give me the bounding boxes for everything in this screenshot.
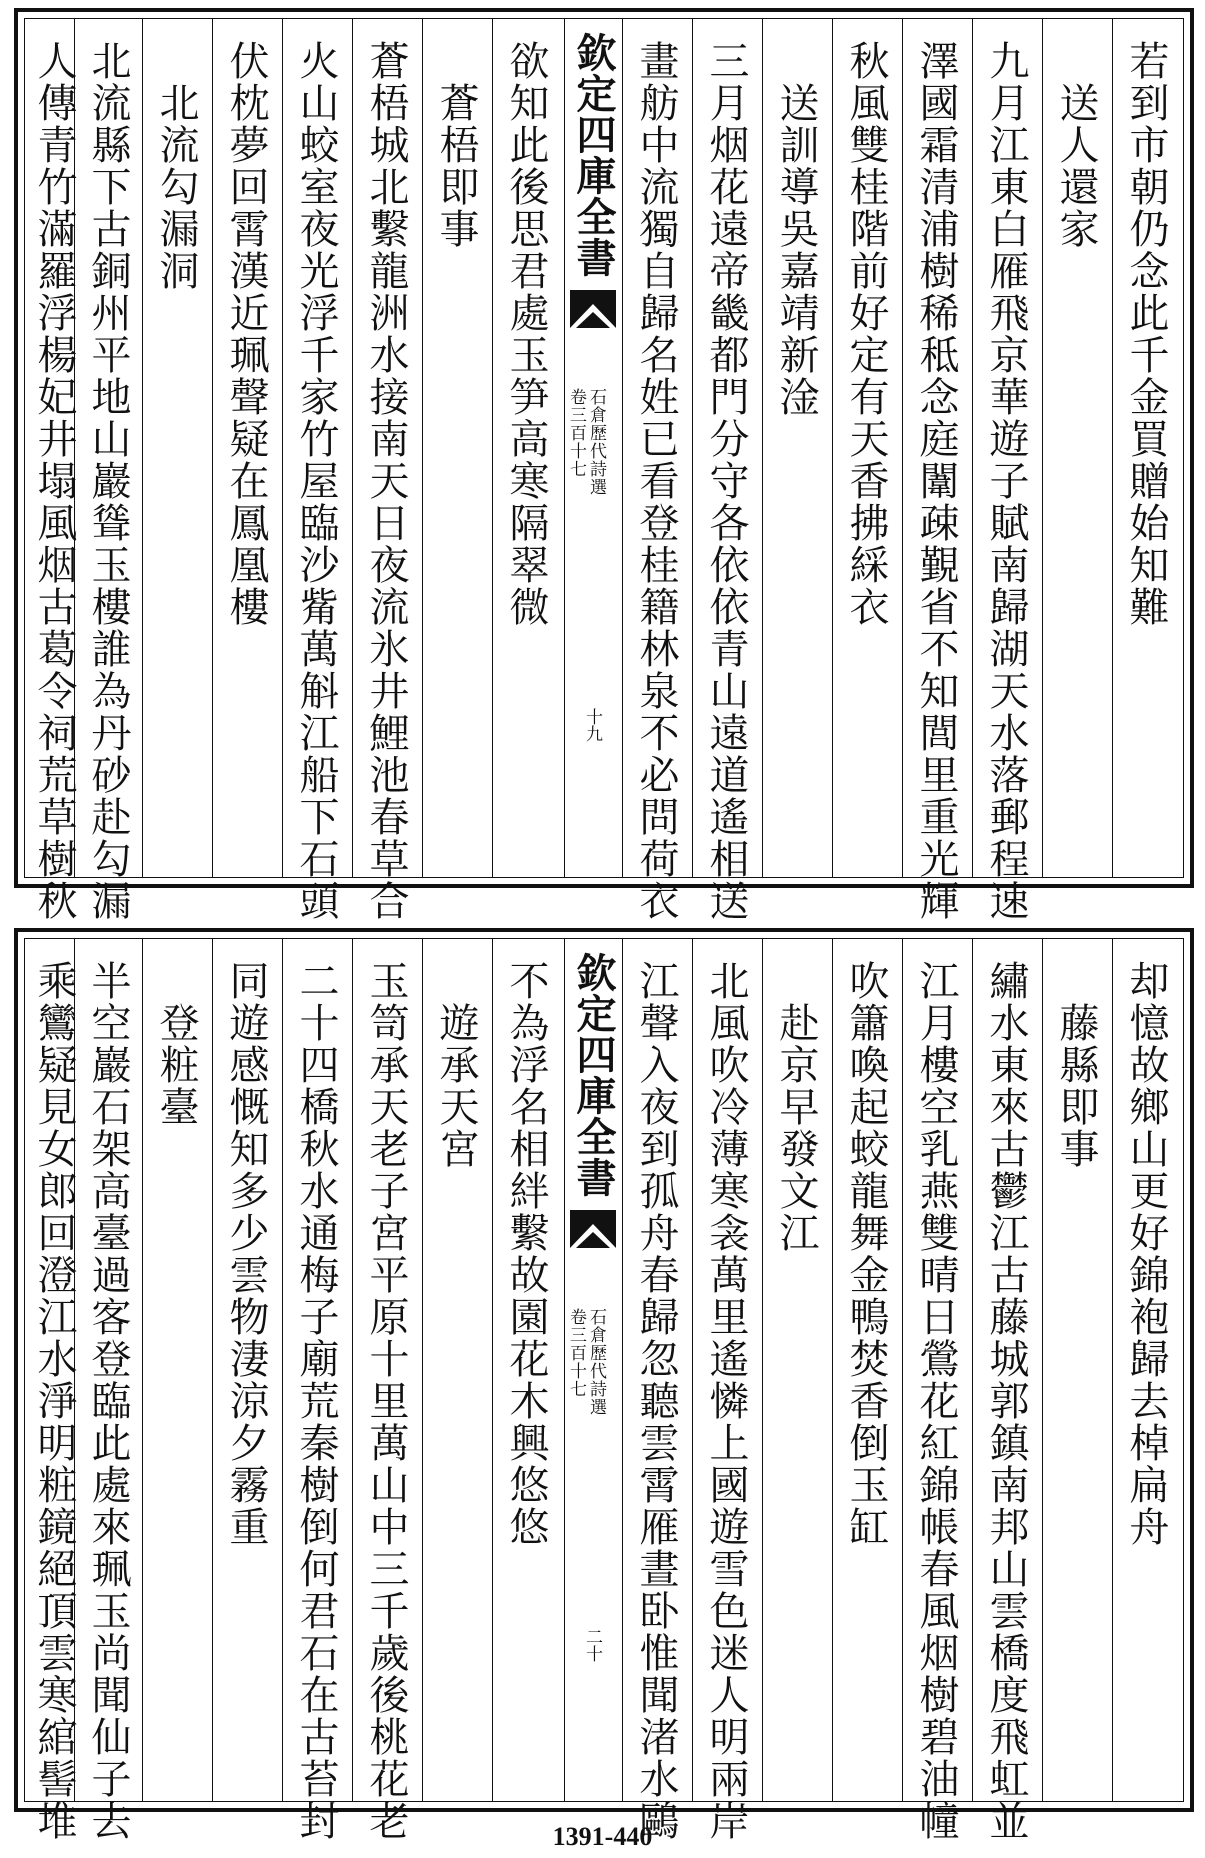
column-rule bbox=[142, 18, 143, 878]
text-column bbox=[834, 938, 898, 1802]
text-column bbox=[10, 18, 77, 922]
text-area bbox=[24, 18, 1184, 922]
top-page bbox=[0, 0, 1205, 922]
text-column bbox=[1114, 18, 1178, 878]
column-text: 吹簫喚起蛟龍舞金鴨焚香倒玉缸 bbox=[843, 960, 889, 1548]
column-text: 三月烟花遠帝畿都門分守各依依青山遠道遙相送 bbox=[703, 40, 749, 922]
column-rule bbox=[1112, 18, 1113, 878]
text-column bbox=[10, 938, 77, 1842]
text-column bbox=[694, 938, 758, 1842]
text-column bbox=[904, 938, 968, 1842]
column-rule bbox=[902, 938, 903, 1802]
column-text: 蒼梧城北繫龍洲水接南天日夜流氷井鯉池春草合 bbox=[363, 40, 409, 922]
column-text: 遊承天宮 bbox=[433, 960, 479, 1170]
text-column bbox=[834, 18, 898, 878]
band-source: 石倉歷代詩選 bbox=[586, 1308, 606, 1416]
column-text: 北風吹冷薄寒衾萬里遙憐上國遊雪色迷人明兩岸 bbox=[703, 960, 749, 1842]
center-band bbox=[566, 18, 620, 878]
column-rule bbox=[972, 938, 973, 1802]
column-text: 火山蛟室夜光浮千家竹屋臨沙觜萬斛江船下石頭 bbox=[293, 40, 339, 922]
column-text: 送人還家 bbox=[1053, 40, 1099, 250]
band-title: 欽定四庫全書 bbox=[570, 952, 617, 1198]
column-text: 蒼梧即事 bbox=[433, 40, 479, 250]
text-column bbox=[974, 18, 1038, 922]
column-rule bbox=[422, 18, 423, 878]
column-rule bbox=[692, 938, 693, 1802]
column-rule bbox=[564, 938, 565, 1802]
text-column bbox=[694, 18, 758, 922]
column-rule bbox=[1042, 18, 1043, 878]
text-column bbox=[214, 18, 278, 878]
column-rule bbox=[832, 938, 833, 1802]
text-column bbox=[424, 938, 488, 1802]
column-text: 人傳青竹滿羅浮楊妃井塌風烟古葛令祠荒草樹秋 bbox=[31, 40, 77, 922]
band-source: 石倉歷代詩選 bbox=[586, 388, 606, 496]
text-column bbox=[214, 938, 278, 1802]
column-rule bbox=[1042, 938, 1043, 1802]
column-rule bbox=[622, 18, 623, 878]
column-text: 半空巖石架高臺過客登臨此處來珮玉尚聞仙子去 bbox=[85, 960, 131, 1842]
column-text: 北流勾漏洞 bbox=[153, 40, 199, 292]
column-rule bbox=[492, 938, 493, 1802]
column-text: 江月樓空乳燕雙晴日鶯花紅錦帳春風烟樹碧油幢 bbox=[913, 960, 959, 1842]
column-text: 藤縣即事 bbox=[1053, 960, 1099, 1170]
column-rule bbox=[692, 18, 693, 878]
text-column bbox=[76, 18, 140, 922]
text-column bbox=[284, 938, 348, 1842]
text-column bbox=[354, 938, 418, 1842]
column-text: 北流縣下古銅州平地山巖聳玉樓誰為丹砂赴勾漏 bbox=[85, 40, 131, 922]
column-text: 九月江東白雁飛京華遊子賦南歸湖天水落郵程速 bbox=[983, 40, 1029, 922]
column-rule bbox=[972, 18, 973, 878]
center-band bbox=[566, 938, 620, 1802]
column-rule bbox=[762, 938, 763, 1802]
column-rule bbox=[762, 18, 763, 878]
text-column bbox=[1114, 938, 1178, 1802]
text-column bbox=[144, 938, 208, 1802]
column-rule bbox=[282, 18, 283, 878]
column-text: 赴京早發文江 bbox=[773, 960, 819, 1254]
text-column bbox=[354, 18, 418, 922]
column-text: 送訓導吳嘉靖新淦 bbox=[773, 40, 819, 418]
column-rule bbox=[142, 938, 143, 1802]
column-text: 不為浮名相絆繫故園花木興悠悠 bbox=[503, 960, 549, 1548]
column-text: 江聲入夜到孤舟春歸忽聽雲霄雁晝卧惟聞渚水鷗 bbox=[633, 960, 679, 1842]
band-page-number: 十九 bbox=[582, 708, 602, 742]
column-rule bbox=[352, 938, 353, 1802]
column-rule bbox=[902, 18, 903, 878]
column-text: 伏枕夢回霄漢近珮聲疑在鳳凰樓 bbox=[223, 40, 269, 628]
column-text: 欲知此後思君處玉笋高寒隔翠微 bbox=[503, 40, 549, 628]
column-text: 秋風雙桂階前好定有天香拂綵衣 bbox=[843, 40, 889, 628]
text-column bbox=[144, 18, 208, 878]
fishtail-ornament bbox=[570, 290, 616, 328]
column-text: 乘鸞疑見女郎回澄江水淨明粧鏡絕頂雲寒綰髻堆 bbox=[31, 960, 77, 1842]
fishtail-ornament bbox=[570, 1210, 616, 1248]
column-text: 却憶故鄉山更好錦袍歸去棹扁舟 bbox=[1123, 960, 1169, 1548]
band-volume: 卷三百十七 bbox=[566, 1308, 586, 1398]
column-text: 登粧臺 bbox=[153, 960, 199, 1128]
column-text: 同遊感慨知多少雲物淒涼夕霧重 bbox=[223, 960, 269, 1548]
text-column bbox=[424, 18, 488, 878]
column-rule bbox=[282, 938, 283, 1802]
text-column bbox=[764, 18, 828, 878]
text-column bbox=[904, 18, 968, 922]
text-column bbox=[624, 938, 688, 1842]
text-column bbox=[624, 18, 688, 922]
column-rule bbox=[622, 938, 623, 1802]
column-rule bbox=[492, 18, 493, 878]
column-rule bbox=[422, 938, 423, 1802]
band-volume: 卷三百十七 bbox=[566, 388, 586, 478]
column-rule bbox=[832, 18, 833, 878]
text-column bbox=[494, 938, 558, 1802]
text-column bbox=[76, 938, 140, 1842]
text-column bbox=[494, 18, 558, 878]
column-rule bbox=[1112, 938, 1113, 1802]
column-text: 澤國霜清浦樹稀秪念庭闈疎覲省不知閭里重光輝 bbox=[913, 40, 959, 922]
column-text: 若到市朝仍念此千金買贈始知難 bbox=[1123, 40, 1169, 628]
column-text: 玉笥承天老子宮平原十里萬山中三千歲後桃花老 bbox=[363, 960, 409, 1842]
column-rule bbox=[212, 938, 213, 1802]
column-rule bbox=[564, 18, 565, 878]
column-text: 二十四橋秋水通梅子廟荒秦樹倒何君石在古苔封 bbox=[293, 960, 339, 1842]
text-column bbox=[764, 938, 828, 1802]
band-title: 欽定四庫全書 bbox=[570, 32, 617, 278]
text-column bbox=[974, 938, 1038, 1842]
text-column bbox=[1044, 938, 1108, 1802]
text-column bbox=[284, 18, 348, 922]
column-text: 繡水東來古鬱江古藤城郭鎮南邦山雲橋度飛虹並 bbox=[983, 960, 1029, 1842]
column-text: 畫舫中流獨自歸名姓已看登桂籍林泉不必問荷衣 bbox=[633, 40, 679, 922]
column-rule bbox=[352, 18, 353, 878]
text-column bbox=[1044, 18, 1108, 878]
column-rule bbox=[212, 18, 213, 878]
page-footer-number: 1391-440 bbox=[552, 1822, 653, 1851]
band-page-number: 二十 bbox=[582, 1628, 602, 1662]
